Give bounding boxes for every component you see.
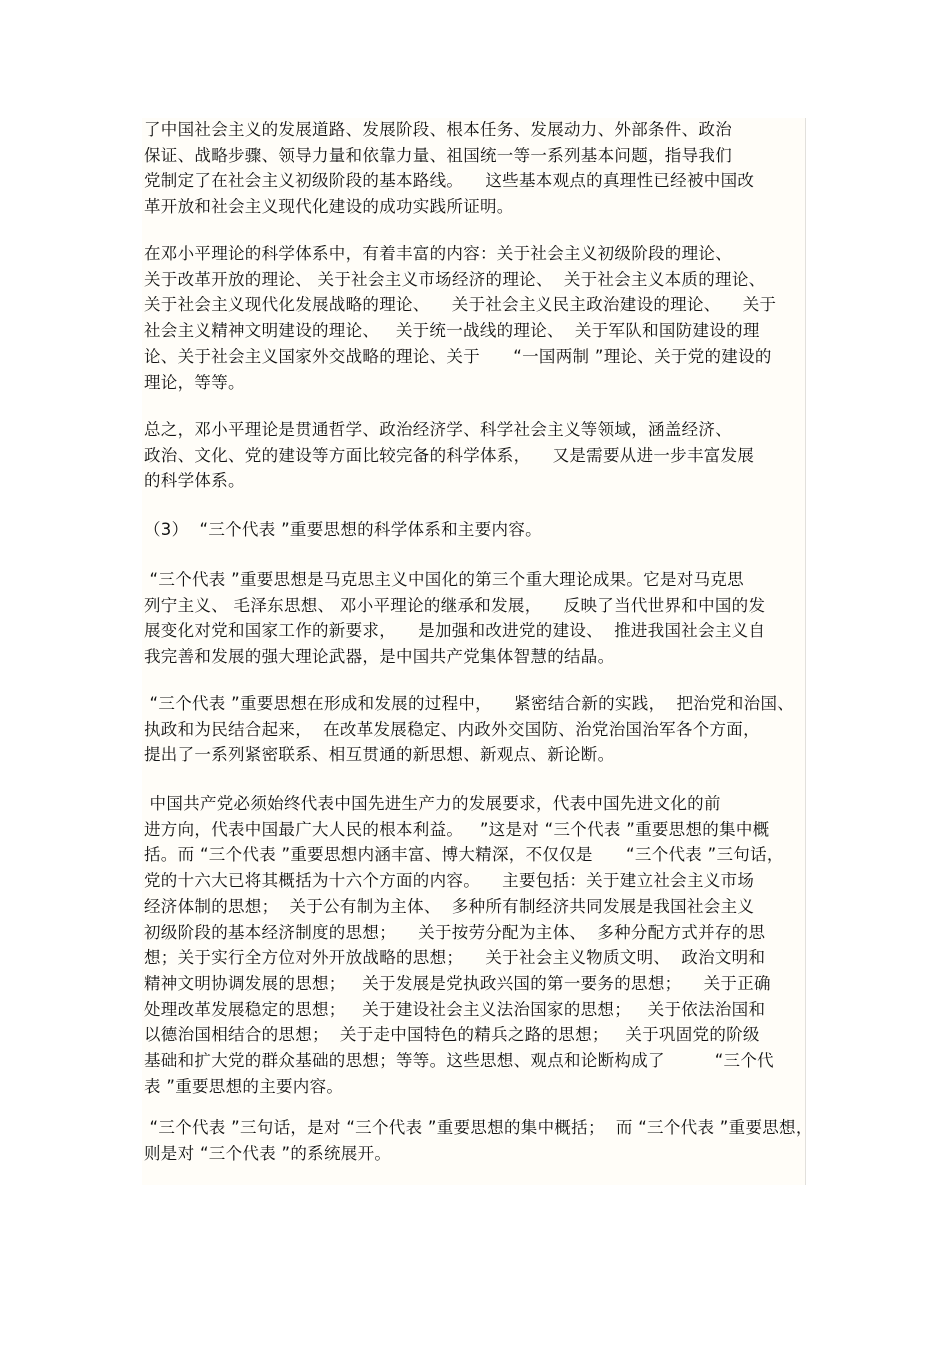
text-line: 进方向，代表中国最广大人民的根本利益。 ”这是对 “三个代表 ”重要思想的集中概 bbox=[144, 819, 770, 839]
text-line: 经济体制的思想； 关于公有制为主体、 多种所有制经济共同发展是我国社会主义 bbox=[144, 896, 755, 916]
text-line: 想；关于实行全方位对外开放战略的思想； 关于社会主义物质文明、 政治文明和 bbox=[144, 948, 766, 968]
text-line: 括。而 “三个代表 ”重要思想内涵丰富、博大精深，不仅仅是 “三个代表 ”三句话， bbox=[144, 845, 784, 865]
text-line: 以德治国相结合的思想； 关于走中国特色的精兵之路的思想； 关于巩固党的阶级 bbox=[144, 1025, 760, 1045]
text-line: 则是对 “三个代表 ”的系统展开。 bbox=[144, 1143, 392, 1163]
text-line: 保证、战略步骤、领导力量和依靠力量、祖国统一等一系列基本问题，指导我们 bbox=[144, 145, 732, 165]
text-line: 展变化对党和国家工作的新要求， 是加强和改进党的建设、 推进我国社会主义自 bbox=[144, 621, 766, 641]
text-line: 关于社会主义现代化发展战略的理论、 关于社会主义民主政治建设的理论、 关于 bbox=[144, 295, 777, 315]
text-line: 提出了一系列紧密联系、相互贯通的新思想、新观点、新论断。 bbox=[144, 745, 615, 765]
text-line: 的科学体系。 bbox=[144, 471, 245, 491]
text-line: 在邓小平理论的科学体系中，有着丰富的内容：关于社会主义初级阶段的理论、 bbox=[144, 244, 732, 263]
text-line: 政治、文化、党的建设等方面比较完备的科学体系， 又是需要从进一步丰富发展 bbox=[144, 445, 755, 465]
text-line: 社会主义精神文明建设的理论、 关于统一战线的理论、 关于军队和国防建设的理 bbox=[144, 321, 760, 341]
text-line: 我完善和发展的强大理论武器，是中国共产党集体智慧的结晶。 bbox=[144, 647, 615, 667]
text-line: 处理改革发展稳定的思想； 关于建设社会主义法治国家的思想； 关于依法治国和 bbox=[144, 999, 766, 1019]
text-line: 关于改革开放的理论、 关于社会主义市场经济的理论、 关于社会主义本质的理论、 bbox=[144, 269, 766, 289]
text-line: 党制定了在社会主义初级阶段的基本路线。 这些基本观点的真理性已经被中国改 bbox=[144, 171, 755, 191]
text-line: “三个代表 ”重要思想在形成和发展的过程中， 紧密结合新的实践， 把治党和治国、 bbox=[144, 694, 795, 713]
text-line: 了中国社会主义的发展道路、发展阶段、根本任务、发展动力、外部条件、政治 bbox=[144, 120, 732, 139]
text-line: 表 ”重要思想的主要内容。 bbox=[144, 1076, 344, 1096]
text-line: 革开放和社会主义现代化建设的成功实践所证明。 bbox=[144, 197, 514, 217]
text-line: 基础和扩大党的群众基础的思想；等等。这些思想、观点和论断构成了 “三个代 bbox=[144, 1051, 774, 1070]
text-line: “三个代表 ”三句话，是对 “三个代表 ”重要思想的集中概括； 而 “三个代表 ”重要思想， bbox=[144, 1118, 813, 1137]
text-line: “三个代表 ”重要思想是马克思主义中国化的第三个重大理论成果。它是对马克思 bbox=[144, 570, 744, 589]
text-line: 列宁主义、 毛泽东思想、 邓小平理论的继承和发展， 反映了当代世界和中国的发 bbox=[144, 595, 766, 615]
text-line: 理论，等等。 bbox=[144, 372, 245, 392]
text-line: 精神文明协调发展的思想； 关于发展是党执政兴国的第一要务的思想； 关于正确 bbox=[144, 973, 771, 993]
text-line: 论、关于社会主义国家外交战略的理论、关于 “一国两制 ”理论、关于党的建设的 bbox=[144, 346, 772, 366]
text-line: 执政和为民结合起来， 在改革发展稳定、内政外交国防、治党治国治军各个方面， bbox=[144, 719, 760, 739]
text-line: 中国共产党必须始终代表中国先进生产力的发展要求，代表中国先进文化的前 bbox=[144, 794, 721, 813]
text-line: 初级阶段的基本经济制度的思想； 关于按劳分配为主体、 多种分配方式并存的思 bbox=[144, 922, 766, 942]
text-line: 党的十六大已将其概括为十六个方面的内容。 主要包括：关于建立社会主义市场 bbox=[144, 871, 755, 891]
text-line: 总之，邓小平理论是贯通哲学、政治经济学、科学社会主义等领域，涵盖经济、 bbox=[144, 420, 732, 439]
text-line: （3） “三个代表 ”重要思想的科学体系和主要内容。 bbox=[144, 520, 542, 539]
